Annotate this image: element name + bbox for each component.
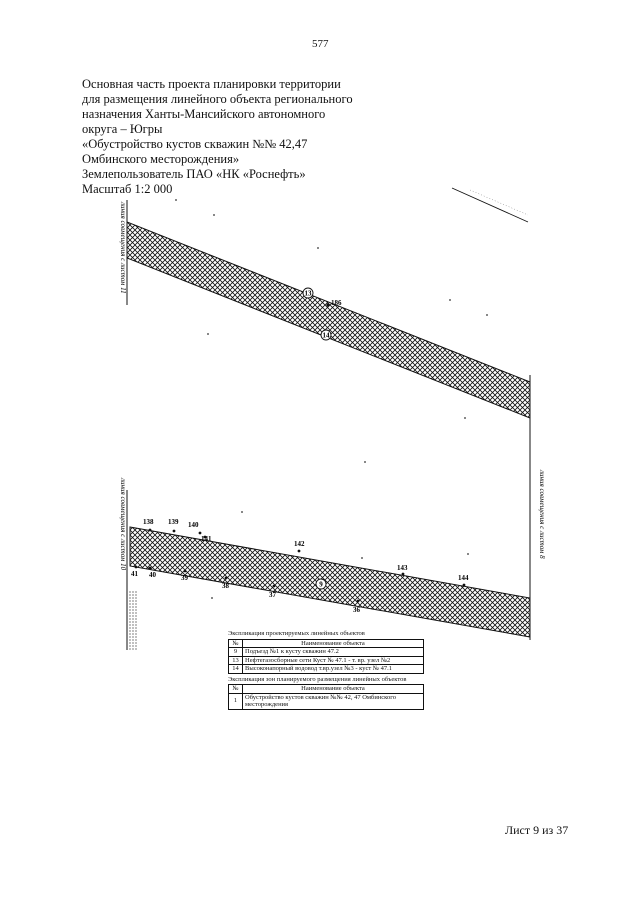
survey-dots <box>175 199 488 599</box>
point-186-dot <box>326 303 329 306</box>
point-138-dot <box>149 529 152 532</box>
point-141-label: 141 <box>201 535 212 543</box>
column-header: № <box>229 639 243 648</box>
column-header: Наименование объекта <box>243 685 424 694</box>
point-139-label: 139 <box>168 518 179 526</box>
match-line-label-left-bottom: линия совмещения с листом 10 <box>119 478 127 571</box>
heading-line: «Обустройство кустов скважин №№ 42,47 <box>82 137 308 151</box>
point-138-label: 138 <box>143 518 154 526</box>
table-linear-objects <box>228 639 424 674</box>
point-142-dot <box>298 550 301 553</box>
row-name: Подъезд №1 к кусту скважин 47.2 <box>243 648 424 657</box>
corner-line <box>452 188 528 222</box>
upper-planning-strip <box>127 222 530 418</box>
legend-tables <box>228 630 424 712</box>
row-name: Высоконапорный водовод т.вр.узел №3 - куст № 47.1 <box>243 665 424 674</box>
table-linear-caption: Экспликация проектируемых линейных объектов <box>228 630 365 637</box>
heading-line: Землепользователь ПАО «НК «Роснефть» <box>82 167 306 181</box>
lower-planning-strip <box>130 527 530 637</box>
point-38-label: 38 <box>222 582 229 590</box>
object-marker-13-label: 13 <box>304 289 312 298</box>
point-38-dot <box>225 577 228 580</box>
object-marker-14-label: 14 <box>322 331 330 340</box>
heading-line: назначения Ханты-Мансийского автономного <box>82 107 326 121</box>
point-144-label: 144 <box>458 574 469 582</box>
point-142-label: 142 <box>294 540 305 548</box>
table-zones-caption: Экспликация зон планируемого размещения линейных объектов <box>228 675 407 683</box>
point-40-label: 40 <box>149 571 156 579</box>
row-number: 9 <box>229 648 243 657</box>
point-143-label: 143 <box>397 564 408 572</box>
heading-line: Масштаб 1:2 000 <box>82 182 173 196</box>
point-140-label: 140 <box>188 521 199 529</box>
dotted-area <box>128 590 137 650</box>
row-name: Нефтегазосборные сети Куст № 47.1 - т. вр. узел №2 <box>243 656 424 665</box>
table-row <box>229 648 424 657</box>
point-39-label: 39 <box>181 574 188 582</box>
point-139-dot <box>173 530 176 533</box>
point-41-dot <box>135 566 138 569</box>
table-row <box>229 693 424 709</box>
point-37-label: 37 <box>269 591 276 599</box>
corner-line-dotted <box>470 190 528 215</box>
point-37-dot <box>273 585 276 588</box>
table-zones <box>228 684 424 710</box>
match-line-label-left-top: линия совмещения с листом 11 <box>119 202 127 294</box>
heading-line: Омбинского месторождения» <box>82 152 240 166</box>
point-143-dot <box>402 573 405 576</box>
point-186-label: 186 <box>331 299 342 307</box>
heading-line: для размещения линейного объекта регионального <box>82 92 353 106</box>
point-144-dot <box>463 584 466 587</box>
object-marker-9-label: 9 <box>319 580 323 589</box>
match-line-label-right: линия совмещения с листом 8 <box>538 470 546 559</box>
heading-line: Основная часть проекта планировки территории <box>82 77 341 91</box>
point-36-label: 36 <box>353 606 360 614</box>
point-41-label: 41 <box>131 570 138 578</box>
point-40-dot <box>149 567 152 570</box>
table-row <box>229 656 424 665</box>
column-header: № <box>229 685 243 694</box>
sheet-number: Лист 9 из 37 <box>505 823 569 837</box>
table-row <box>229 665 424 674</box>
point-36-dot <box>357 600 360 603</box>
row-number: 13 <box>229 656 243 665</box>
row-number: 14 <box>229 665 243 674</box>
point-140-dot <box>199 532 202 535</box>
heading-line: округа – Югры <box>82 122 163 136</box>
row-number: 1 <box>229 693 243 709</box>
point-39-dot <box>184 570 187 573</box>
page-number: 577 <box>312 38 329 50</box>
column-header: Наименование объекта <box>243 639 424 648</box>
row-name: Обустройство кустов скважин №№ 42, 47 Омбинского месторождения <box>243 693 424 709</box>
